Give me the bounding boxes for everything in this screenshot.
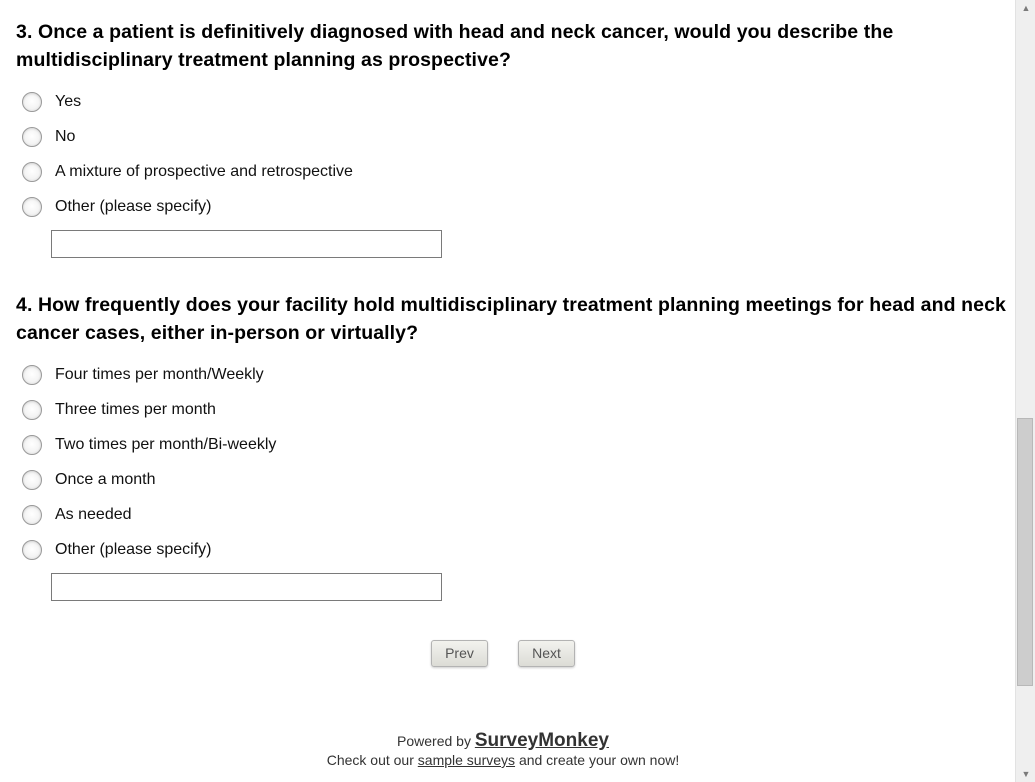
q4-option-as-needed[interactable] xyxy=(22,497,1006,532)
surveymonkey-logo-link[interactable]: SurveyMonkey xyxy=(474,730,609,751)
next-button[interactable]: Next xyxy=(518,640,575,667)
q4-option-monthly[interactable] xyxy=(22,462,1006,497)
option-label: Four times per month/Weekly xyxy=(55,365,264,383)
q4-option-weekly[interactable] xyxy=(22,357,1006,392)
footer-sample-line xyxy=(0,752,1006,768)
prev-button[interactable]: Prev xyxy=(431,640,488,667)
radio-button-icon[interactable] xyxy=(22,365,42,385)
question-3 xyxy=(16,18,1006,258)
option-label: Yes xyxy=(55,92,82,110)
radio-button-icon[interactable] xyxy=(22,470,42,490)
radio-button-icon[interactable] xyxy=(22,197,42,217)
powered-by-label: Powered by xyxy=(397,733,471,749)
scroll-down-icon[interactable]: ▼ xyxy=(1021,769,1031,779)
radio-button-icon[interactable] xyxy=(22,162,42,182)
footer-powered-by xyxy=(0,730,1006,752)
radio-button-icon[interactable] xyxy=(22,92,42,112)
footer-suffix: and create your own now! xyxy=(518,752,680,768)
q3-option-no[interactable] xyxy=(22,119,1006,154)
option-label: A mixture of prospective and retrospective xyxy=(55,162,353,180)
question-3-options xyxy=(16,84,1006,224)
q4-other-input[interactable] xyxy=(51,573,442,601)
question-4 xyxy=(16,291,1006,601)
question-4-options xyxy=(16,357,1006,567)
radio-button-icon[interactable] xyxy=(22,400,42,420)
q3-option-mixture[interactable] xyxy=(22,154,1006,189)
q4-option-other[interactable] xyxy=(22,532,1006,567)
q3-option-yes[interactable] xyxy=(22,84,1006,119)
q4-option-three-times[interactable] xyxy=(22,392,1006,427)
question-4-title: 4. How frequently does your facility hold multidisciplinary treatment planning meetings for head and neck cancer cases, either in-person or virtually? xyxy=(16,294,1007,344)
vertical-scrollbar[interactable] xyxy=(1015,0,1035,782)
sample-surveys-link[interactable]: sample surveys xyxy=(417,752,516,768)
option-label: Other (please specify) xyxy=(55,540,212,558)
radio-button-icon[interactable] xyxy=(22,540,42,560)
option-label: Two times per month/Bi-weekly xyxy=(55,435,277,453)
option-label: Three times per month xyxy=(55,400,216,418)
q3-other-input[interactable] xyxy=(51,230,442,258)
option-label: As needed xyxy=(55,505,132,523)
option-label: Once a month xyxy=(55,470,156,488)
q4-option-biweekly[interactable] xyxy=(22,427,1006,462)
question-3-title: 3. Once a patient is definitively diagnosed with head and neck cancer, would you describe the multidisciplinary treatment planning as prospective? xyxy=(16,21,894,71)
option-label: Other (please specify) xyxy=(55,197,212,215)
radio-button-icon[interactable] xyxy=(22,127,42,147)
scroll-up-icon[interactable]: ▲ xyxy=(1021,3,1031,13)
footer-prefix: Check out our xyxy=(326,752,414,768)
option-label: No xyxy=(55,127,76,145)
q3-option-other[interactable] xyxy=(22,189,1006,224)
radio-button-icon[interactable] xyxy=(22,505,42,525)
radio-button-icon[interactable] xyxy=(22,435,42,455)
scrollbar-thumb[interactable] xyxy=(1017,418,1033,686)
